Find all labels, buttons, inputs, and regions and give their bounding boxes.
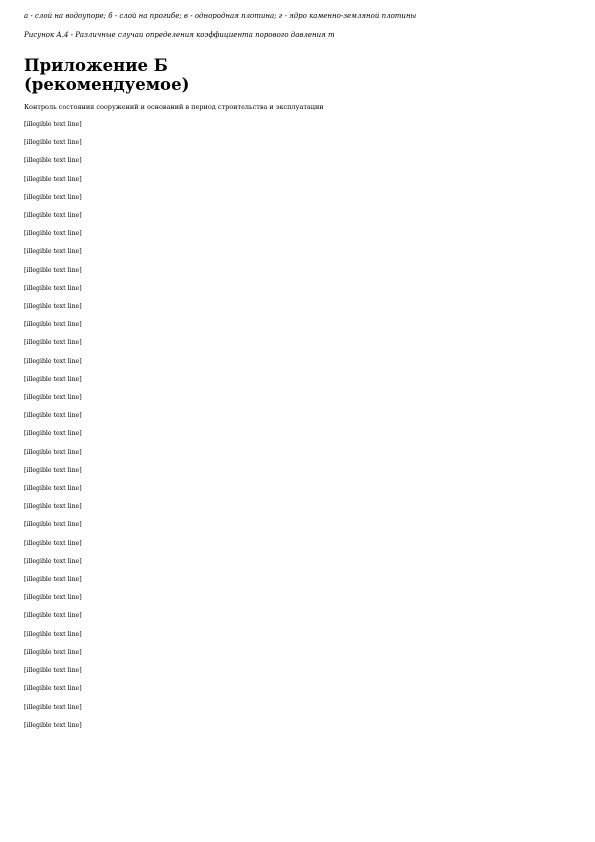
body-line: [illegible text line] <box>24 685 82 693</box>
body-line: [illegible text line] <box>24 721 82 729</box>
body-line: [illegible text line] <box>24 193 82 201</box>
body-line: [illegible text line] <box>24 594 82 602</box>
body-line: [illegible text line] <box>24 667 82 675</box>
appendix-title <box>24 56 575 94</box>
body-line: [illegible text line] <box>24 284 82 292</box>
body-line: [illegible text line] <box>24 266 82 274</box>
body-line: [illegible text line] <box>24 121 82 128</box>
body-line: [illegible text line] <box>24 375 82 383</box>
body-line: [illegible text line] <box>24 248 82 256</box>
body-line: [illegible text line] <box>24 339 82 347</box>
body-line: [illegible text line] <box>24 557 82 565</box>
figure-legend-line: а - слой на водоупоре; б - слой на прогибе; в - однородная плотина; г - ядро каменно-земляной плотины <box>24 12 417 20</box>
body-line: [illegible text line] <box>24 430 82 438</box>
body-line: [illegible text line] <box>24 648 82 656</box>
body-line: [illegible text line] <box>24 539 82 547</box>
appendix-subtitle: Контроль состояния сооружений и оснований в период строительства и эксплуатации <box>24 103 324 111</box>
body-line: [illegible text line] <box>24 321 82 329</box>
appendix-title-line1: Приложение Б <box>24 56 168 75</box>
body-line: [illegible text line] <box>24 703 82 711</box>
body-line: [illegible text line] <box>24 303 82 311</box>
body-line: [illegible text line] <box>24 503 82 511</box>
body-line: [illegible text line] <box>24 157 82 165</box>
body-line: [illegible text line] <box>24 466 82 474</box>
body-line: [illegible text line] <box>24 576 82 584</box>
appendix-title-line2: (рекомендуемое) <box>24 75 190 94</box>
figure-caption: Рисунок А.4 - Различные случаи определения коэффициента порового давления m <box>24 31 335 39</box>
body-line: [illegible text line] <box>24 230 82 238</box>
body-line: [illegible text line] <box>24 357 82 365</box>
body-line: [illegible text line] <box>24 139 82 147</box>
body-line: [illegible text line] <box>24 175 82 183</box>
body-line: [illegible text line] <box>24 448 82 456</box>
body-line: [illegible text line] <box>24 612 82 620</box>
body-text <box>24 121 575 730</box>
body-line: [illegible text line] <box>24 485 82 493</box>
body-line: [illegible text line] <box>24 521 82 529</box>
body-line: [illegible text line] <box>24 394 82 402</box>
body-line: [illegible text line] <box>24 212 82 220</box>
body-line: [illegible text line] <box>24 630 82 638</box>
body-line: [illegible text line] <box>24 412 82 420</box>
